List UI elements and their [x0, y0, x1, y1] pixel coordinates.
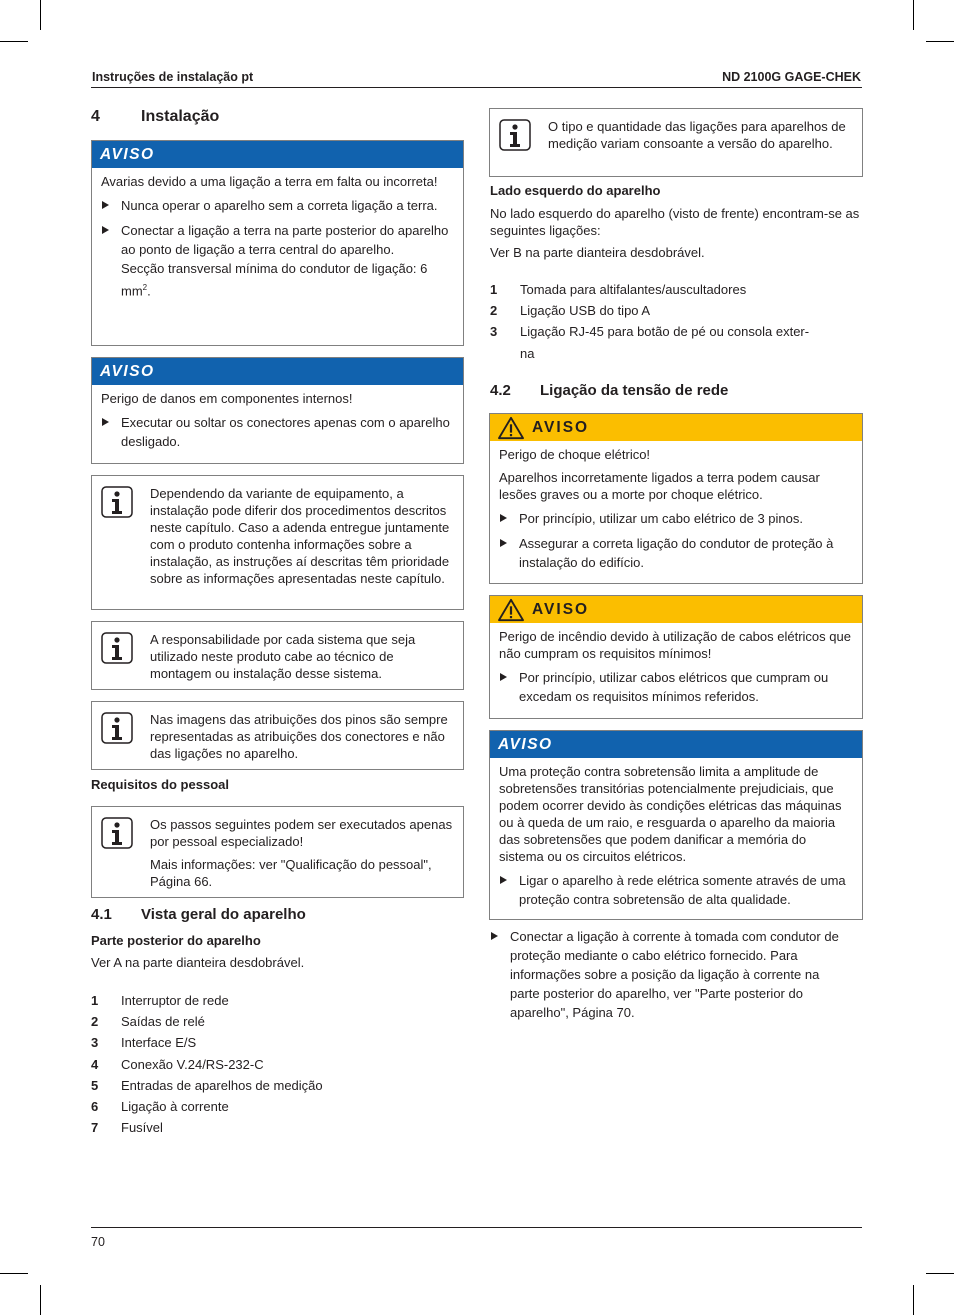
section-number: 4.2: [490, 382, 511, 399]
item-label: Conexão V.24/RS-232-C: [121, 1056, 264, 1072]
item-number: 3: [490, 324, 498, 340]
item-label: Saídas de relé: [121, 1014, 205, 1030]
bullet-item: [499, 534, 854, 572]
item-number: 2: [91, 1014, 99, 1030]
warning-header: [490, 414, 862, 441]
crop-mark: [913, 0, 914, 30]
crop-mark: [926, 1273, 954, 1274]
item-number: 3: [91, 1035, 99, 1051]
list-item: [91, 1011, 451, 1032]
bullet-text: Secção transversal mínima do condutor de ligação: 6 mm: [121, 261, 428, 299]
bullet-arrow-icon: [500, 539, 507, 547]
info-box: [91, 806, 464, 898]
bullet-arrow-icon: [500, 673, 507, 681]
info-text: Os passos seguintes podem ser executados apenas por pessoal especializado!: [150, 817, 453, 849]
bullet-item: [101, 196, 455, 215]
list-item: [91, 1032, 451, 1053]
item-label: Tomada para altifalantes/auscultadores: [520, 282, 747, 297]
bullet-text: Por princípio, utilizar cabos elétricos que cumpram ou excedam os requisitos mínimos referidos.: [519, 670, 829, 704]
personnel-heading: Requisitos do pessoal: [91, 777, 229, 792]
bullet-arrow-icon: [491, 932, 498, 940]
warning-box: [91, 140, 464, 346]
header-product-name: ND 2100G GAGE-CHEK: [722, 70, 861, 84]
warning-label: AVISO: [92, 141, 463, 168]
bullet-text: Nunca operar o aparelho sem a correta ligação a terra.: [121, 198, 438, 213]
bullet-arrow-icon: [500, 514, 507, 522]
warning-label: AVISO: [532, 601, 590, 618]
warning-label: AVISO: [532, 419, 590, 436]
list-item: [91, 1096, 451, 1117]
header-doc-title: Instruções de instalação pt: [92, 70, 254, 84]
warning-triangle-icon: [496, 598, 526, 622]
footer-rule: [91, 1227, 862, 1228]
list-item: [91, 1075, 451, 1096]
warning-label: AVISO: [490, 731, 862, 758]
warning-text: Perigo de danos em componentes internos!: [101, 391, 353, 406]
item-number: 5: [91, 1077, 99, 1093]
item-label: Interruptor de rede: [121, 993, 229, 1008]
warning-text: Uma proteção contra sobretensão limita a amplitude de sobretensões transitórias potencialmente prejudiciais, que podem ocorrer devido às condições elétricas das máquinas ou à queda de um raio, e resguarda o aparelho da maioria das sobretensões que podem danificar a memória do sistema ou os circuitos elétricos.: [499, 764, 842, 864]
section-4-1-heading: [91, 906, 306, 923]
info-box: [91, 475, 464, 610]
warning-box: [489, 413, 863, 584]
bullet-item: [101, 221, 455, 300]
bullet-text: Executar ou soltar os conectores apenas com o aparelho desligado.: [121, 415, 450, 449]
warning-header: [490, 596, 862, 623]
bullet-text: Ligar o aparelho à rede elétrica somente através de uma proteção contra sobretensão de alta qualidade.: [519, 873, 846, 907]
info-icon: [101, 712, 133, 744]
item-number: 4: [91, 1056, 99, 1072]
list-item: [490, 300, 830, 321]
info-icon: [101, 632, 133, 664]
info-box: [91, 701, 464, 770]
info-text: A responsabilidade por cada sistema que seja utilizado neste produto cabe ao técnico de montagem ou instalação desse sistema.: [150, 632, 416, 681]
subheading: Parte posterior do aparelho: [91, 933, 261, 948]
bullet-text: Conectar a ligação a terra na parte posterior do aparelho ao ponto de ligação a terra central do aparelho.: [121, 223, 449, 257]
warning-box: [91, 357, 464, 464]
info-icon: [499, 119, 531, 151]
item-label: Interface E/S: [121, 1035, 197, 1051]
item-label: Entradas de aparelhos de medição: [121, 1077, 323, 1093]
crop-mark: [913, 1285, 914, 1315]
info-text: O tipo e quantidade das ligações para aparelhos de medição variam consoante a versão do aparelho.: [548, 119, 846, 151]
subheading: Lado esquerdo do aparelho: [490, 183, 661, 198]
list-item: [490, 321, 825, 363]
item-label: Ligação USB do tipo A: [520, 303, 651, 319]
info-icon: [101, 486, 133, 518]
bullet-item: [499, 509, 854, 528]
crop-mark: [0, 41, 28, 42]
warning-box: [489, 730, 863, 920]
numbered-list: [490, 279, 830, 364]
crop-mark: [40, 0, 41, 30]
section-4-2-heading: [490, 382, 728, 399]
section-title: Instalação: [141, 108, 220, 125]
crop-mark: [40, 1285, 41, 1315]
page-number: 70: [91, 1235, 105, 1249]
item-number: 6: [91, 1099, 99, 1115]
info-box: [489, 108, 863, 177]
body-text: Ver B na parte dianteira desdobrável.: [490, 245, 705, 260]
crop-mark: [926, 41, 954, 42]
bullet-text: Assegurar a correta ligação do condutor de proteção à instalação do edifício.: [519, 536, 834, 570]
bullet-arrow-icon: [102, 201, 109, 209]
warning-box: [489, 595, 863, 719]
bullet-text: Por princípio, utilizar um cabo elétrico de 3 pinos.: [519, 511, 803, 526]
list-item: [91, 1054, 451, 1075]
bullet-arrow-icon: [102, 418, 109, 426]
info-icon: [101, 817, 133, 849]
numbered-list: [91, 990, 451, 1138]
body-text: No lado esquerdo do aparelho (visto de frente) encontram-se as seguintes ligações:: [490, 206, 860, 238]
section-number: 4: [91, 108, 100, 125]
item-number: 7: [91, 1120, 99, 1136]
info-text: Mais informações: ver "Qualificação do pessoal", Página 66.: [150, 857, 432, 889]
warning-text: Avarias devido a uma ligação a terra em falta ou incorreta!: [101, 174, 438, 189]
item-number: 1: [490, 282, 498, 297]
bullet-item: [101, 413, 455, 451]
warning-text: Perigo de choque elétrico!: [499, 447, 651, 462]
warning-label: AVISO: [92, 358, 463, 385]
bullet-item: [499, 668, 854, 706]
bullet-item: [490, 927, 852, 1022]
section-4-heading: [91, 108, 219, 126]
warning-text: Perigo de incêndio devido à utilização de cabos elétricos que não cumpram os requisitos mínimos!: [499, 629, 851, 661]
list-item: [91, 1117, 451, 1138]
bullet-arrow-icon: [102, 226, 109, 234]
info-box: [91, 621, 464, 690]
item-number: 2: [490, 303, 498, 319]
item-number: 1: [91, 993, 99, 1008]
superscript: 2: [142, 283, 148, 292]
section-number: 4.1: [91, 906, 112, 923]
list-item: [490, 279, 830, 300]
list-item: [91, 990, 451, 1011]
info-text: Nas imagens das atribuições dos pinos são sempre representadas as atribuições dos conectores e não das ligações no aparelho.: [150, 712, 448, 761]
instruction-step: [490, 927, 852, 1022]
section-title: Vista geral do aparelho: [141, 906, 306, 923]
item-label: Fusível: [121, 1120, 163, 1136]
warning-text: Aparelhos incorretamente ligados a terra podem causar lesões graves ou a morte por choque elétrico.: [499, 470, 820, 502]
bullet-arrow-icon: [500, 876, 507, 884]
info-text: Dependendo da variante de equipamento, a instalação pode diferir dos procedimentos descritos neste capítulo. Caso a adenda entregue juntamente com o produto contenha informações sobre a instalação, as instruções aí descritas têm prioridade sobre as informações apresentadas neste capítulo.: [150, 486, 450, 586]
bullet-text: .: [147, 283, 151, 299]
warning-triangle-icon: [496, 416, 526, 440]
bullet-text: Conectar a ligação à corrente à tomada com condutor de proteção mediante o cabo elétrico fornecido. Para informações sobre a posição da ligação à corrente na parte posterior do aparelho, ver "Parte posterior do aparelho", Página 70.: [510, 929, 839, 1020]
section-title: Ligação da tensão de rede: [540, 382, 729, 399]
item-label: Ligação à corrente: [121, 1099, 229, 1115]
item-label: Ligação RJ-45 para botão de pé ou consola exter- na: [520, 324, 810, 361]
crop-mark: [0, 1273, 28, 1274]
body-text: Ver A na parte dianteira desdobrável.: [91, 955, 305, 970]
bullet-item: [499, 871, 854, 909]
page-header: [91, 68, 862, 88]
